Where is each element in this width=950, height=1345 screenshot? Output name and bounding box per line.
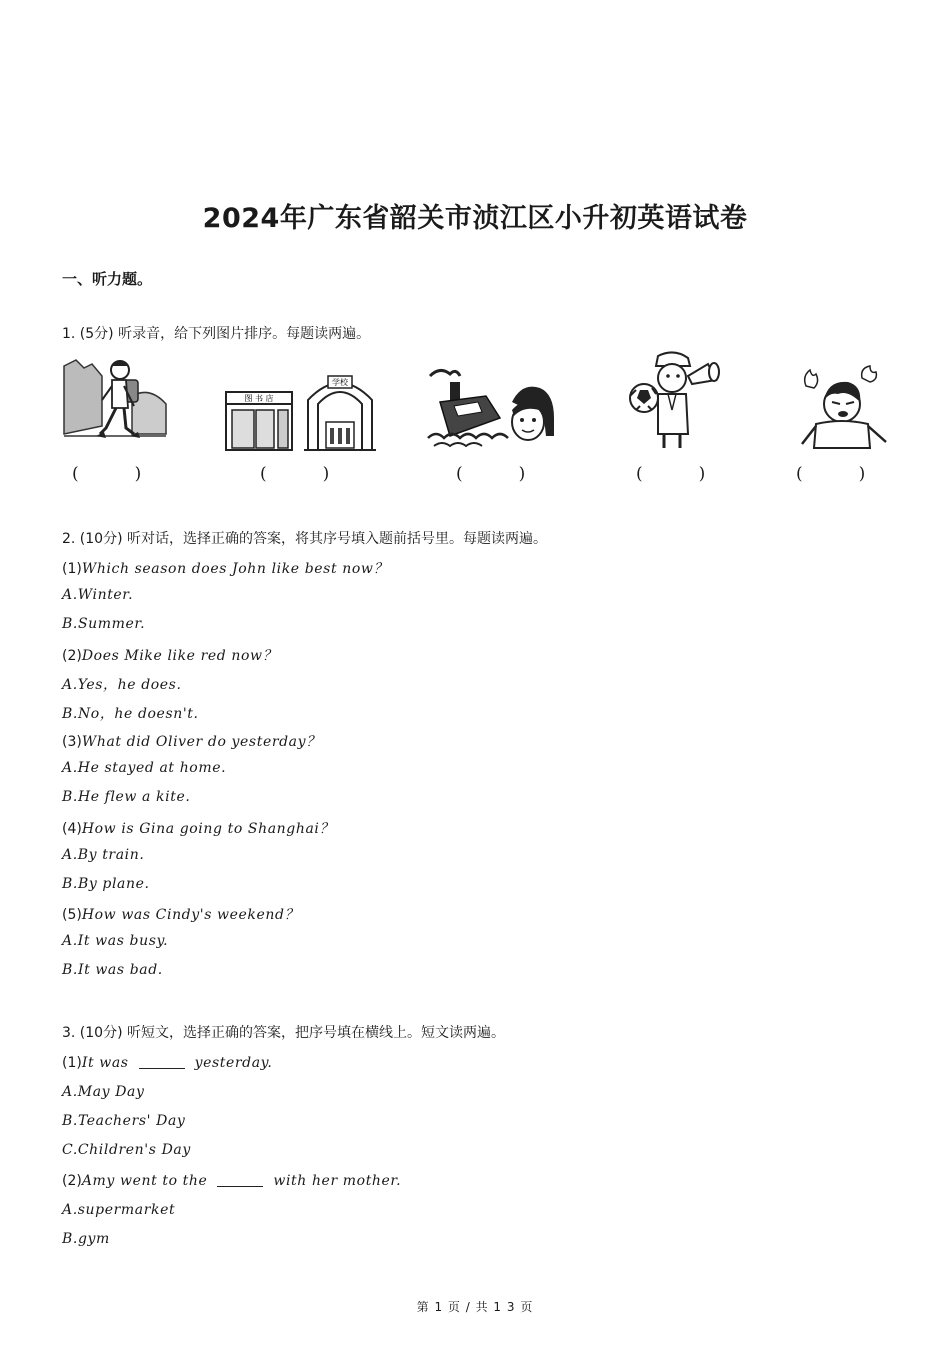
answer-paren-4: ( ) — [636, 464, 706, 484]
q3-sentence-1: (1)It was yesterday. — [62, 1055, 273, 1071]
q2-line: A.He stayed at home. — [62, 760, 227, 776]
section-heading-listening: 一、听力题。 — [62, 270, 153, 288]
answer-blank[interactable] — [217, 1174, 263, 1187]
page-footer: 第 1 页 / 共 1 3 页 — [416, 1300, 534, 1314]
bookstore-and-school-icon — [222, 370, 376, 454]
answer-paren-3: ( ) — [456, 464, 526, 484]
q2-line: A.Winter. — [62, 587, 134, 603]
q3-option: B.gym — [62, 1231, 110, 1247]
q2-line: B.It was bad. — [62, 962, 163, 978]
q2-line: B.He flew a kite. — [62, 789, 191, 805]
answer-blank[interactable] — [139, 1056, 185, 1069]
q2-line: (4)How is Gina going to Shanghai？ — [62, 821, 335, 837]
q2-line: (3)What did Oliver do yesterday？ — [62, 734, 321, 750]
svg-text:图 书 店: 图 书 店 — [244, 394, 274, 403]
hiking-boy-icon — [62, 356, 168, 448]
ship-and-girl-icon — [426, 366, 558, 450]
q2-line: B.Summer. — [62, 616, 146, 632]
q3-option: A.supermarket — [62, 1202, 176, 1218]
q3-option: C.Children's Day — [62, 1142, 191, 1158]
question-2-head: 2. (10分) 听对话，选择正确的答案，将其序号填入题前括号里。每题读两遍。 — [62, 531, 547, 547]
q2-line: (2)Does Mike like red now？ — [62, 648, 278, 664]
q2-line: B.By plane. — [62, 876, 150, 892]
football-boy-icon — [628, 350, 726, 450]
page-title: 2024年广东省韶关市浈江区小升初英语试卷 — [202, 203, 748, 234]
svg-text:学校: 学校 — [332, 378, 348, 387]
angry-boy-icon — [798, 364, 890, 454]
q3-sentence-2: (2)Amy went to the with her mother. — [62, 1173, 402, 1189]
q2-line: (1)Which season does John like best now？ — [62, 561, 389, 577]
q2-line: A.It was busy. — [62, 933, 169, 949]
question-3-head: 3. (10分) 听短文，选择正确的答案，把序号填在横线上。短文读两遍。 — [62, 1025, 505, 1041]
q2-line: (5)How was Cindy's weekend？ — [62, 907, 300, 923]
q2-line: A.Yes，he does. — [62, 677, 182, 693]
answer-paren-2: ( ) — [260, 464, 330, 484]
answer-paren-1: ( ) — [72, 464, 142, 484]
answer-paren-5: ( ) — [796, 464, 866, 484]
q3-option: B.Teachers' Day — [62, 1113, 186, 1129]
question-1-head: 1. (5分) 听录音，给下列图片排序。每题读两遍。 — [62, 326, 371, 342]
q3-option: A.May Day — [62, 1084, 145, 1100]
q2-line: A.By train. — [62, 847, 145, 863]
q2-line: B.No，he doesn't. — [62, 706, 199, 722]
